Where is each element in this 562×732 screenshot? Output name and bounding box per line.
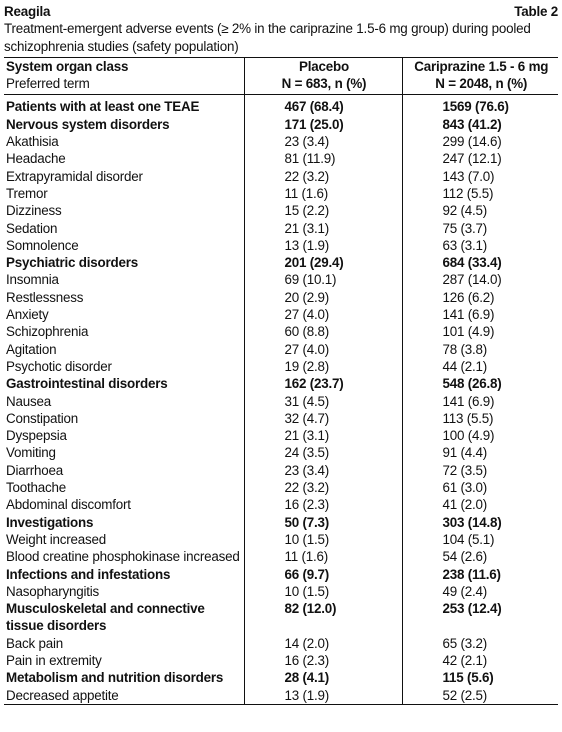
row-term-cell: Blood creatine phosphokinase increased <box>6 549 240 565</box>
adverse-events-table <box>4 57 558 705</box>
row-cariprazine-cell: 253 (12.4) <box>402 600 558 635</box>
table-row <box>4 133 558 150</box>
row-term-cell: Back pain <box>6 635 64 651</box>
table-row <box>4 271 558 288</box>
row-term-cell: Investigations <box>6 514 94 530</box>
row-placebo-cell: 15 (2.2) <box>244 202 402 219</box>
row-placebo-cell: 11 (1.6) <box>244 548 402 565</box>
row-placebo-cell: 10 (1.5) <box>244 531 402 548</box>
row-cariprazine-cell: 104 (5.1) <box>402 531 558 548</box>
row-placebo-cell: 162 (23.7) <box>244 375 402 392</box>
row-placebo-cell: 14 (2.0) <box>244 635 402 652</box>
row-cariprazine-cell: 299 (14.6) <box>402 133 558 150</box>
table-row-category <box>4 95 558 116</box>
table-caption: Treatment-emergent adverse events (≥ 2% in the cariprazine 1.5-6 mg group) during pooled schizophrenia studies (safety population) <box>4 21 531 54</box>
row-cariprazine-cell: 112 (5.5) <box>402 185 558 202</box>
row-cariprazine-cell: 1569 (76.6) <box>402 95 558 116</box>
table-row <box>4 410 558 427</box>
row-placebo-cell: 23 (3.4) <box>244 462 402 479</box>
row-term-cell: Akathisia <box>6 134 59 150</box>
row-placebo-cell: 19 (2.8) <box>244 358 402 375</box>
row-cariprazine-cell: 303 (14.8) <box>402 514 558 531</box>
row-term-cell: Metabolism and nutrition disorders <box>6 670 224 686</box>
row-cariprazine-cell: 49 (2.4) <box>402 583 558 600</box>
row-placebo-cell: 201 (29.4) <box>244 254 402 271</box>
row-cariprazine-cell: 684 (33.4) <box>402 254 558 271</box>
row-term-cell: Restlessness <box>6 289 84 305</box>
table-row <box>4 341 558 358</box>
column-subheader-cariprazine-n: N = 2048, n (%) <box>402 75 558 95</box>
row-term-cell: Tremor <box>6 185 48 201</box>
row-placebo-cell: 11 (1.6) <box>244 185 402 202</box>
row-term-cell: Sedation <box>6 220 58 236</box>
row-placebo-cell: 171 (25.0) <box>244 116 402 133</box>
table-row-category <box>4 254 558 271</box>
row-cariprazine-cell: 72 (3.5) <box>402 462 558 479</box>
row-term-cell: Musculoskeletal and connective tissue disorders <box>6 601 205 634</box>
column-header-system-organ-class: System organ class <box>4 57 244 75</box>
row-term-cell: Nervous system disorders <box>6 116 170 132</box>
row-cariprazine-cell: 65 (3.2) <box>402 635 558 652</box>
table-row-category <box>4 600 558 635</box>
table-label: Table 2 <box>514 4 558 19</box>
row-cariprazine-cell: 44 (2.1) <box>402 358 558 375</box>
row-cariprazine-cell: 143 (7.0) <box>402 168 558 185</box>
row-cariprazine-cell: 113 (5.5) <box>402 410 558 427</box>
row-cariprazine-cell: 100 (4.9) <box>402 427 558 444</box>
row-term-cell: Agitation <box>6 341 57 357</box>
table-row <box>4 220 558 237</box>
row-cariprazine-cell: 548 (26.8) <box>402 375 558 392</box>
table-row <box>4 427 558 444</box>
table-row-category <box>4 514 558 531</box>
brand-name: Reagila <box>4 4 51 19</box>
row-cariprazine-cell: 115 (5.6) <box>402 669 558 686</box>
table-row <box>4 393 558 410</box>
table-row <box>4 168 558 185</box>
row-placebo-cell: 27 (4.0) <box>244 306 402 323</box>
row-placebo-cell: 13 (1.9) <box>244 687 402 705</box>
row-term-cell: Psychiatric disorders <box>6 255 139 271</box>
row-cariprazine-cell: 42 (2.1) <box>402 652 558 669</box>
column-subheader-preferred-term: Preferred term <box>4 75 244 95</box>
row-term-cell: Pain in extremity <box>6 652 102 668</box>
row-term-cell: Patients with at least one TEAE <box>6 99 200 115</box>
row-term-cell: Nausea <box>6 393 51 409</box>
row-cariprazine-cell: 41 (2.0) <box>402 496 558 513</box>
row-cariprazine-cell: 238 (11.6) <box>402 566 558 583</box>
row-cariprazine-cell: 141 (6.9) <box>402 393 558 410</box>
row-placebo-cell: 50 (7.3) <box>244 514 402 531</box>
row-placebo-cell: 69 (10.1) <box>244 271 402 288</box>
row-term-cell: Abdominal discomfort <box>6 497 131 513</box>
row-placebo-cell: 28 (4.1) <box>244 669 402 686</box>
row-placebo-cell: 60 (8.8) <box>244 323 402 340</box>
row-cariprazine-cell: 247 (12.1) <box>402 150 558 167</box>
row-placebo-cell: 24 (3.5) <box>244 444 402 461</box>
row-cariprazine-cell: 54 (2.6) <box>402 548 558 565</box>
row-cariprazine-cell: 61 (3.0) <box>402 479 558 496</box>
table-row <box>4 462 558 479</box>
row-placebo-cell: 21 (3.1) <box>244 427 402 444</box>
row-cariprazine-cell: 75 (3.7) <box>402 220 558 237</box>
row-placebo-cell: 16 (2.3) <box>244 496 402 513</box>
document-header <box>4 3 558 20</box>
row-term-cell: Diarrhoea <box>6 462 63 478</box>
row-term-cell: Somnolence <box>6 237 79 253</box>
row-placebo-cell: 31 (4.5) <box>244 393 402 410</box>
table-row-category <box>4 566 558 583</box>
row-cariprazine-cell: 63 (3.1) <box>402 237 558 254</box>
row-placebo-cell: 22 (3.2) <box>244 168 402 185</box>
row-placebo-cell: 66 (9.7) <box>244 566 402 583</box>
row-cariprazine-cell: 141 (6.9) <box>402 306 558 323</box>
row-term-cell: Extrapyramidal disorder <box>6 168 143 184</box>
row-cariprazine-cell: 126 (6.2) <box>402 289 558 306</box>
table-header <box>4 57 558 95</box>
row-placebo-cell: 21 (3.1) <box>244 220 402 237</box>
table-row <box>4 531 558 548</box>
row-term-cell: Insomnia <box>6 272 59 288</box>
row-cariprazine-cell: 287 (14.0) <box>402 271 558 288</box>
column-header-cariprazine: Cariprazine 1.5 - 6 mg <box>402 57 558 75</box>
table-row <box>4 548 558 565</box>
row-term-cell: Toothache <box>6 480 66 496</box>
row-term-cell: Constipation <box>6 410 79 426</box>
table-row <box>4 635 558 652</box>
row-placebo-cell: 82 (12.0) <box>244 600 402 635</box>
table-row <box>4 306 558 323</box>
row-placebo-cell: 81 (11.9) <box>244 150 402 167</box>
row-placebo-cell: 22 (3.2) <box>244 479 402 496</box>
row-term-cell: Dyspepsia <box>6 428 67 444</box>
column-header-placebo: Placebo <box>244 57 402 75</box>
table-row <box>4 358 558 375</box>
row-term-cell: Gastrointestinal disorders <box>6 376 168 392</box>
row-term-cell: Anxiety <box>6 307 49 323</box>
row-term-cell: Psychotic disorder <box>6 358 112 374</box>
row-cariprazine-cell: 843 (41.2) <box>402 116 558 133</box>
table-row <box>4 237 558 254</box>
table-row <box>4 323 558 340</box>
row-term-cell: Weight increased <box>6 531 107 547</box>
row-placebo-cell: 32 (4.7) <box>244 410 402 427</box>
table-body <box>4 95 558 704</box>
row-term-cell: Vomiting <box>6 445 56 461</box>
table-row <box>4 289 558 306</box>
table-row-category <box>4 669 558 686</box>
table-row <box>4 202 558 219</box>
row-cariprazine-cell: 78 (3.8) <box>402 341 558 358</box>
table-row <box>4 496 558 513</box>
row-term-cell: Schizophrenia <box>6 324 89 340</box>
table-row <box>4 583 558 600</box>
row-placebo-cell: 10 (1.5) <box>244 583 402 600</box>
table-row <box>4 687 558 705</box>
row-cariprazine-cell: 101 (4.9) <box>402 323 558 340</box>
row-placebo-cell: 23 (3.4) <box>244 133 402 150</box>
row-placebo-cell: 27 (4.0) <box>244 341 402 358</box>
table-row <box>4 444 558 461</box>
row-cariprazine-cell: 91 (4.4) <box>402 444 558 461</box>
row-cariprazine-cell: 92 (4.5) <box>402 202 558 219</box>
table-row-category <box>4 116 558 133</box>
row-term-cell: Infections and infestations <box>6 566 171 582</box>
row-term-cell: Nasopharyngitis <box>6 583 100 599</box>
row-term-cell: Headache <box>6 151 66 167</box>
column-subheader-placebo-n: N = 683, n (%) <box>244 75 402 95</box>
row-cariprazine-cell: 52 (2.5) <box>402 687 558 705</box>
row-placebo-cell: 13 (1.9) <box>244 237 402 254</box>
table-row <box>4 479 558 496</box>
row-placebo-cell: 467 (68.4) <box>244 95 402 116</box>
table-row-category <box>4 375 558 392</box>
table-row <box>4 185 558 202</box>
row-placebo-cell: 16 (2.3) <box>244 652 402 669</box>
row-term-cell: Decreased appetite <box>4 687 244 705</box>
table-row <box>4 150 558 167</box>
row-placebo-cell: 20 (2.9) <box>244 289 402 306</box>
row-term-cell: Dizziness <box>6 203 62 219</box>
table-row <box>4 652 558 669</box>
